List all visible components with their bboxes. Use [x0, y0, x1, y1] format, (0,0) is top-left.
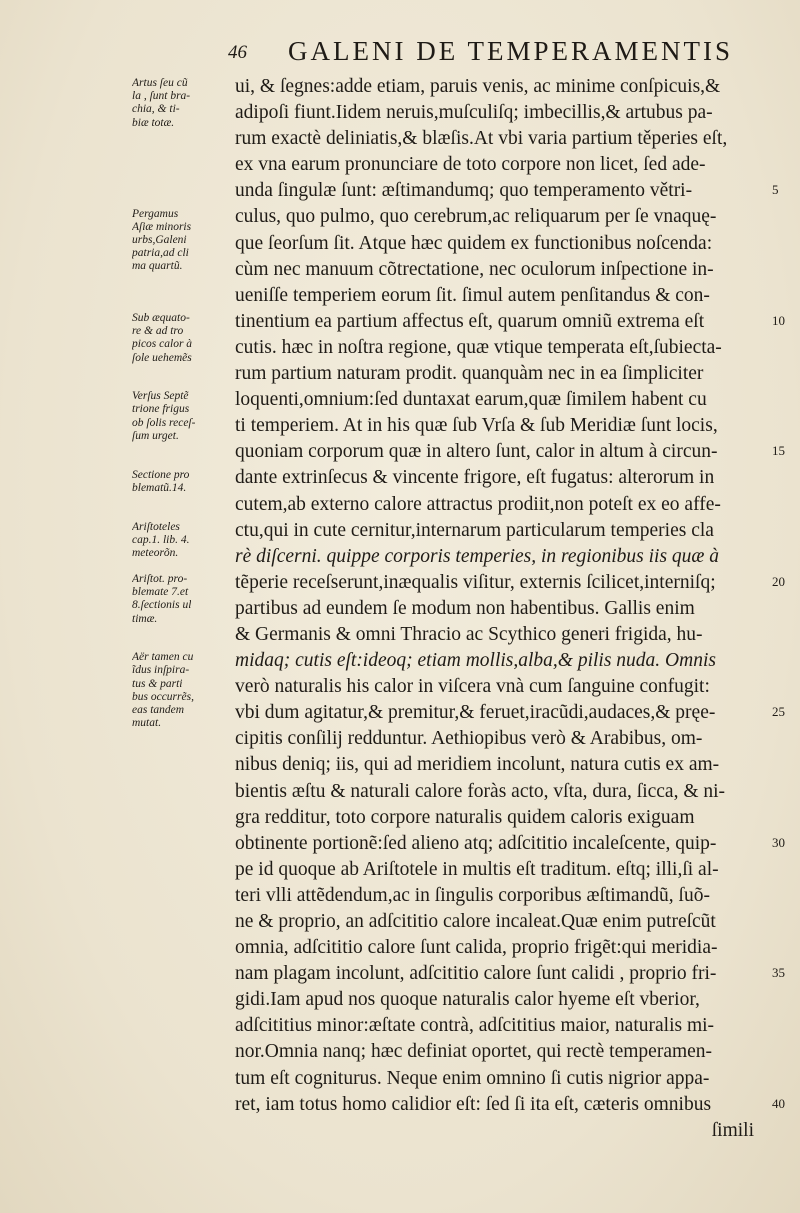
text-line: nam plagam incolunt, adſcititio calore ſunt calidi , proprio fri- — [235, 963, 717, 985]
margin-note-line: timæ. — [132, 612, 158, 625]
text-line: omnia, adſcititio calore ſunt calida, proprio frigẽt:qui meridia- — [235, 937, 718, 959]
page-header — [228, 36, 748, 72]
text-line: rum exactè deliniatis,& blæſis.At vbi varia partium těperies eſt, — [235, 128, 728, 150]
text-line: & Germanis & omni Thracio ac Scythico generi frigida, hu- — [235, 623, 703, 645]
line-number: 25 — [772, 704, 785, 720]
line-number: 10 — [772, 312, 785, 328]
margin-note-line: 8.ſectionis ul — [132, 599, 192, 612]
text-line: ctu,qui in cute cernitur,internarum particularum temperies cla — [235, 519, 714, 541]
line-number: 5 — [772, 182, 779, 198]
text-line: que ſeorſum ſit. Atque hæc quidem ex functionibus noſcenda: — [235, 232, 713, 254]
text-line: unda ſingulæ ſunt: æſtimandumq; quo temperamento větri- — [235, 180, 693, 202]
text-line: adipoſi fiunt.Iidem neruis,muſculiſq; imbecillis,& artubus pa- — [235, 102, 713, 124]
margin-note-line: Aër tamen cu — [132, 651, 194, 664]
margin-note — [132, 469, 189, 495]
margin-note-line: meteorõn. — [132, 547, 179, 560]
text-line: cùm nec manuum cõtrectatione, nec oculorum inſpectione in- — [235, 258, 714, 280]
margin-note-line: ſole uehemẽs — [132, 351, 192, 364]
text-line: adſcititius minor:æſtate contrà, adſcititius maior, naturalis mi- — [235, 1015, 715, 1037]
margin-note-line: cap.1. lib. 4. — [132, 533, 190, 546]
text-line: ne & proprio, an adſcititio calore incaleat.Quæ enim putreſcũt — [235, 911, 716, 932]
margin-note-line: Artus ſeu cũ — [132, 77, 188, 89]
margin-note-line: eas tandem — [132, 704, 185, 716]
text-line: partibus ad eundem ſe modum non habentibus. Gallis enim — [235, 597, 695, 619]
margin-note — [132, 573, 191, 626]
margin-note-line: urbs,Galeni — [132, 233, 187, 246]
margin-note — [132, 521, 190, 561]
margin-note — [132, 208, 191, 274]
main-text-block — [235, 74, 760, 1144]
margin-note-line: Aſiæ minoris — [132, 220, 192, 233]
margin-note — [132, 651, 194, 730]
text-line: vbi dum agitatur,& premitur,& feruet,iracũdi,audaces,& pręe- — [235, 702, 716, 724]
text-line: rè diſcerni. quippe corporis temperies, in regionibus iis quæ à — [235, 545, 720, 567]
margin-note-line: bus occurrẽs, — [132, 690, 194, 703]
text-line: loquenti,omnium:ſed duntaxat earum,quæ ſimilem habent cu — [235, 389, 707, 411]
margin-note-line: Ariſtot. pro- — [132, 572, 188, 585]
text-line: cutis. hæc in noſtra regione, quæ vtique temperata eſt,ſubiecta- — [235, 336, 722, 358]
text-line: ueniſſe temperiem eorum ſit. ſimul autem penſitandus & con- — [235, 284, 710, 306]
text-line: nibus deniq; iis, qui ad meridiem incolunt, natura cutis ex am- — [235, 754, 720, 776]
margin-note-line: Pergamus — [132, 207, 179, 220]
margin-note-line: Verſus Septẽ — [132, 390, 189, 403]
text-line: gidi.Iam apud nos quoque naturalis calor hyeme eſt vberior, — [235, 989, 700, 1011]
text-line: tinentium ea partium affectus eſt, quarum omniũ extrema eſt — [235, 310, 705, 332]
margin-note-line: la , ſunt bra- — [132, 90, 191, 103]
text-line: verò naturalis his calor in viſcera vnà cum ſanguine confugit: — [235, 676, 710, 698]
margin-note-line: picos calor à — [132, 338, 193, 351]
margin-note — [132, 312, 192, 365]
margin-note-line: re & ad tro — [132, 325, 184, 338]
text-line: tẽperie receſserunt,inæqualis viſitur, externis ſcilicet,interniſq; — [235, 571, 716, 593]
margin-note-line: ĩdus inſpira- — [132, 664, 190, 677]
margin-note-line: trione frigus — [132, 403, 190, 416]
margin-note-line: tus & parti — [132, 677, 183, 690]
text-line: rum partium naturam prodit. quanquàm nec in ea ſimpliciter — [235, 363, 704, 385]
text-line: ti temperiem. At in his quæ ſub Vrſa & ſub Meridiæ ſunt locis, — [235, 415, 718, 437]
page-number: 46 — [228, 42, 247, 63]
text-line: cutem,ab externo calore attractus prodiit,non poteſt ex eo affe- — [235, 493, 721, 515]
text-line: tum eſt cogniturus. Neque enim omnino ſi cutis nigrior appa- — [235, 1067, 710, 1089]
line-number: 15 — [772, 443, 785, 459]
margin-note — [132, 390, 195, 443]
line-number: 35 — [772, 965, 785, 981]
margin-note-line: ob ſolis receſ- — [132, 416, 196, 429]
margin-note-line: chia, & ti- — [132, 103, 180, 116]
text-line: bientis æſtu & naturali calore foràs acto, vſta, dura, ſicca, & ni- — [235, 780, 726, 802]
margin-note-line: Ariſtoteles — [132, 520, 180, 533]
text-line: obtinente portionẽ:ſed alieno atq; adſcititio incaleſcente, quip- — [235, 832, 717, 854]
margin-note-line: patria,ad cli — [132, 247, 189, 260]
margin-note-line: blemate 7.et — [132, 586, 189, 599]
line-number: 40 — [772, 1095, 785, 1111]
margin-note — [132, 77, 190, 130]
text-line: dante extrinſecus & vincente frigore, eſt fugatus: alterorum in — [235, 467, 715, 489]
margin-note-line: ſum urget. — [132, 429, 179, 442]
text-line: ſimili — [711, 1119, 754, 1141]
margin-note-line: mutat. — [132, 717, 162, 730]
running-title: GALENI DE TEMPERAMENTIS — [288, 36, 733, 66]
line-number: 30 — [772, 834, 785, 850]
text-line: culus, quo pulmo, quo cerebrum,ac reliquarum per ſe vnaquę- — [235, 206, 717, 228]
margin-note-line: biæ totæ. — [132, 116, 175, 129]
text-line: ex vna earum pronunciare de toto corpore non licet, ſed ade- — [235, 154, 706, 176]
text-line: ret, iam totus homo calidior eſt: ſed ſi ita eſt, cæteris omnibus — [235, 1093, 712, 1115]
text-line: pe id quoque ab Ariſtotele in multis eſt traditum. eſtq; illi,ſi al- — [235, 858, 719, 880]
text-line: cipitis conſilij redduntur. Aethiopibus verò & Arabibus, om- — [235, 728, 703, 750]
text-line: teri vlli attẽdendum,ac in ſingulis corporibus æſtimandũ, ſuõ- — [235, 884, 710, 906]
margin-note-line: Sub æquato- — [132, 311, 190, 324]
text-line: nor.Omnia nanq; hæc definiat oportet, qui rectè temperamen- — [235, 1041, 713, 1063]
margin-note-line: blematũ.14. — [132, 481, 187, 494]
margin-note-line: Sectione pro — [132, 468, 190, 481]
text-line: gra redditur, toto corpore naturalis quidem caloris exiguam — [235, 806, 695, 828]
line-number: 20 — [772, 573, 785, 589]
text-line: quoniam corporum quæ in altero ſunt, calor in altum à circun- — [235, 441, 718, 463]
text-line: midaq; cutis eſt:ideoq; etiam mollis,alba,& pilis nuda. Omnis — [235, 650, 716, 672]
margin-note-line: ma quartũ. — [132, 260, 183, 273]
text-line: ui, & ſegnes:adde etiam, paruis venis, ac minime conſpicuis,& — [235, 76, 721, 97]
